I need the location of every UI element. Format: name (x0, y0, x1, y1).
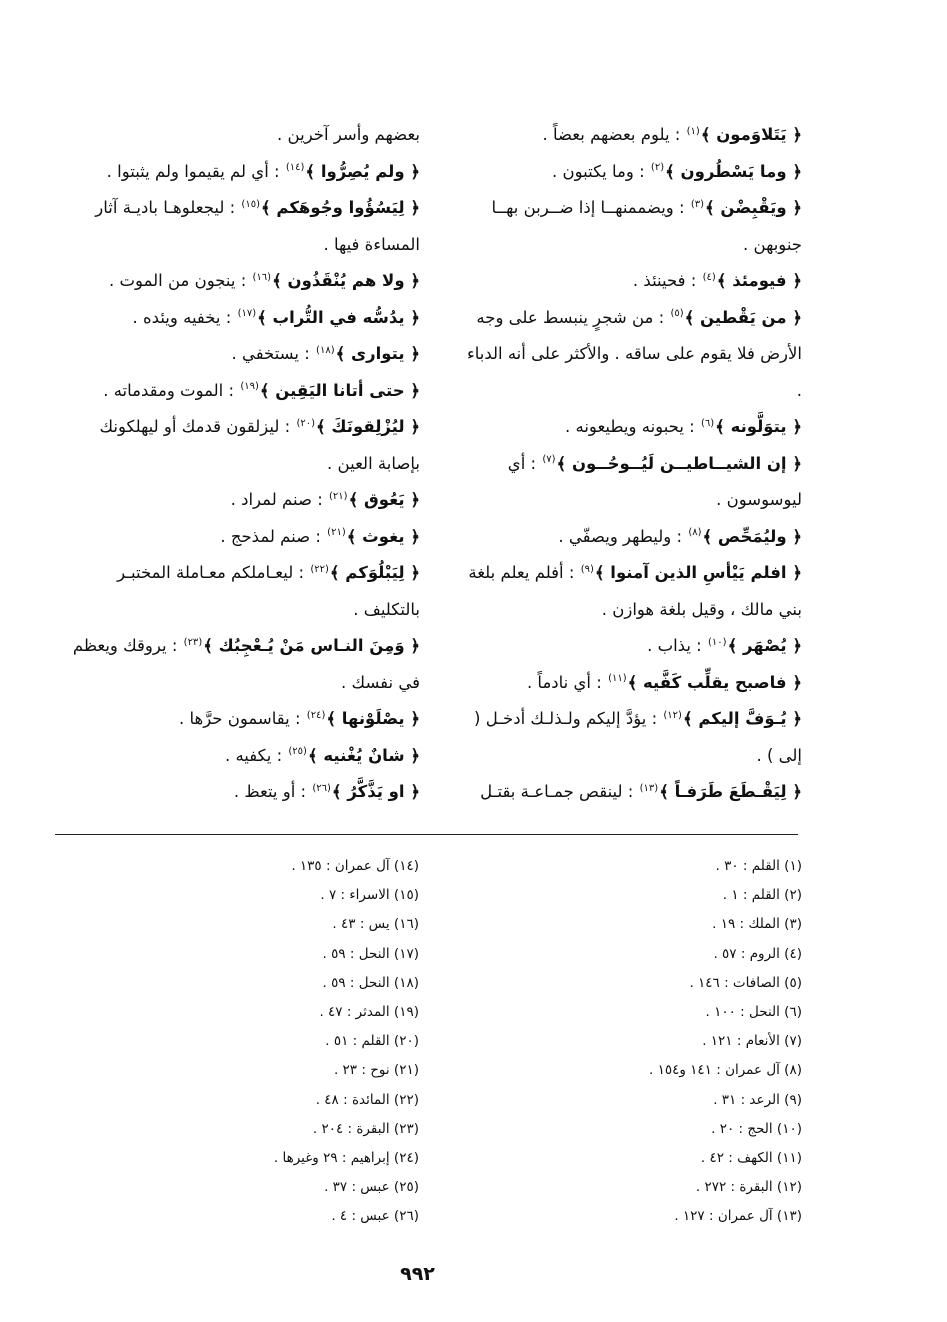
entry-word: ﴿ ولم يُصِرُّوا ﴾ (305, 161, 420, 181)
glossary-entry (457, 665, 802, 702)
glossary-entry (57, 628, 420, 701)
footnote-marker: (٥) (670, 308, 684, 319)
footnote: (٤) الروم : ٥٧ . (713, 945, 802, 962)
footnotes-left (159, 852, 419, 1232)
entry-definition: : ويضممنهــا إذا ضــربن بهــا جنوبهن . (491, 198, 802, 254)
footnote-marker: (٦) (700, 417, 715, 429)
footnote: (٢٤) إبراهيم : ٢٩ وغيرها . (273, 1150, 419, 1167)
footnote-marker: (١٦) (252, 271, 272, 283)
entry-word: ﴿ يُصْهَر ﴾ (727, 636, 802, 655)
footnote-marker: (٧) (542, 454, 556, 465)
entry-definition: : وليطهر ويصفّي . (558, 526, 688, 546)
glossary-entry (457, 519, 802, 556)
entry-definition: : يستخفي . (231, 344, 316, 363)
left-column (57, 117, 420, 811)
entry-word: ﴿ من يَقْطين ﴾ (684, 307, 802, 327)
entry-definition: : يلوم بعضهم بعضاً . (542, 125, 686, 144)
footnote-marker: (١١) (608, 673, 627, 684)
footnote: (١٥) الاسراء : ٧ . (320, 887, 419, 904)
footnote: (١٢) البقرة : ٢٧٢ . (695, 1179, 802, 1196)
glossary-entry (57, 774, 420, 811)
entry-definition: : ينجون من الموت . (109, 271, 252, 290)
footnote: (١) القلم : ٣٠ . (715, 858, 802, 874)
footnote-marker: (٢٠) (296, 417, 315, 429)
entry-word: ﴿ يَعُوق ﴾ (348, 490, 420, 509)
entry-definition: : وما يكتبون . (551, 161, 650, 181)
glossary-entry (457, 263, 802, 300)
entry-definition: : يكفيه . (224, 745, 288, 765)
footnote-marker: (٩) (580, 563, 594, 575)
glossary-entry (57, 190, 420, 263)
footnote-marker: (١٤) (285, 162, 305, 173)
footnote: (٥) الصافات : ١٤٦ . (689, 974, 802, 991)
entry-word: ﴿ ويَقْبِضْن ﴾ (705, 198, 802, 217)
entry-definition: : ليزلقون قدمك أو ليهلكونك بإصابة العين . (99, 417, 420, 473)
entry-definition: : لينقص جمـاعـة بقتـل (480, 782, 639, 801)
footnote-marker: (٢٦) (312, 782, 331, 794)
footnote-marker: (٨) (688, 527, 702, 538)
footnote: (٢٠) القلم : ٥١ . (325, 1033, 419, 1050)
glossary-entry (457, 446, 802, 519)
glossary-entry (457, 555, 802, 628)
entry-definition: : أو يتعظ . (233, 782, 312, 801)
entry-word: ﴿ وما يَسْطُرون ﴾ (665, 161, 802, 181)
footnote: (١٣) آل عمران : ١٢٧ . (674, 1208, 802, 1225)
entry-word: ﴿ يُـوَفَّ إليكم ﴾ (682, 709, 802, 728)
footnote-marker: (٢) (650, 162, 665, 173)
entry-definition: : يروقك ويعظم في نفسك . (72, 636, 420, 692)
glossary-entry (57, 519, 420, 556)
entry-word: ﴿ لِيَبْلُوَكم ﴾ (329, 563, 420, 582)
glossary-entry (457, 774, 802, 811)
glossary-entry (57, 336, 420, 373)
entry-definition: : فحينئذ . (632, 271, 702, 290)
entry-word: ﴿ يغوث ﴾ (346, 526, 420, 546)
footnote: (٢١) نوح : ٢٣ . (333, 1062, 419, 1079)
entry-definition: : أفلم يعلم بلغة بني مالك ، وقيل بلغة هوازن . (468, 563, 802, 619)
entry-word: ﴿ يَتَلاوَمون ﴾ (700, 125, 802, 144)
footnote-marker: (١٧) (237, 308, 257, 319)
glossary-entry (457, 300, 802, 410)
footnote-marker: (٢١) (327, 527, 346, 538)
footnote: (٣) الملك : ١٩ . (712, 916, 802, 933)
footnote: (٧) الأنعام : ١٢١ . (702, 1033, 802, 1050)
footnote: (١٦) يس : ٤٣ . (332, 916, 419, 933)
entry-word: ﴿ فيومئذ ﴾ (716, 271, 802, 290)
footnote-marker: (١) (686, 125, 700, 137)
footnote: (١٠) الحج : ٢٠ . (711, 1120, 802, 1137)
footnote-marker: (١٠) (708, 636, 727, 648)
footnote: (٦) النحل : ١٠٠ . (705, 1004, 802, 1021)
entry-definition: : يقاسمون حرَّها . (178, 709, 306, 728)
entry-definition: : ليعـاملكم معـاملة المختبـر بالتكليف . (117, 563, 420, 619)
footnote-marker: (٣) (690, 198, 704, 210)
entry-word: ﴿ إن الشيــاطيــن لَيُــوحُــون ﴾ (556, 453, 802, 473)
glossary-entry (57, 555, 420, 628)
footnote-marker: (١٣) (639, 782, 659, 794)
glossary-entry (457, 628, 802, 665)
footnote-marker: (١٢) (663, 709, 682, 721)
entry-word: ﴿ فاصبح يقلِّب كَفَّيه ﴾ (627, 672, 802, 692)
entry-word: ﴿ لِيَسُؤُوا وجُوهَكم ﴾ (260, 198, 420, 217)
entry-word: ﴿ يتوَلَّونه ﴾ (715, 417, 802, 436)
glossary-entry (57, 738, 420, 775)
entry-definition: : ليجعلوهـا باديـة آثار المساءة فيها . (95, 198, 420, 254)
entry-definition: : أي نادماً . (526, 672, 608, 692)
entry-definition: : صنم لمراد . (230, 490, 328, 509)
glossary-entry (457, 190, 802, 263)
footnote: (١٩) المدثر : ٤٧ . (319, 1004, 419, 1021)
glossary-entry (57, 482, 420, 519)
glossary-entry (57, 263, 420, 300)
entry-word: ﴿ شانٌ يُغْنيه ﴾ (307, 745, 420, 765)
footnote: (٢٥) عبس : ٣٧ . (324, 1179, 419, 1196)
entry-word: ﴿ يصْلَوْنها ﴾ (326, 709, 420, 728)
footnote-marker: (١٩) (240, 381, 259, 392)
entry-word: ﴿ حتى أتانا اليَقِين ﴾ (259, 380, 420, 400)
footnote-marker: (٢٣) (183, 636, 203, 648)
entry-word: ﴿ افلم يَيْأسِ الذين آمنوا ﴾ (594, 563, 802, 582)
footnote: (٩) الرعد : ٣١ . (713, 1091, 802, 1108)
entry-word: ﴿ لِيَقْـطَعَ طَرَفـاً ﴾ (659, 782, 802, 801)
footnotes-right (542, 852, 802, 1232)
footnote-marker: (٤) (702, 271, 716, 283)
entry-word: ﴿ ولا هم يُنْقَذُون ﴾ (272, 271, 420, 290)
glossary-entry (457, 701, 802, 774)
footnote: (١٨) النحل : ٥٩ . (322, 974, 419, 991)
entry-definition: : صنم لمذحج . (220, 526, 327, 546)
glossary-entry (57, 701, 420, 738)
glossary-entry (457, 409, 802, 446)
footnote: (٢٣) البقرة : ٢٠٤ . (312, 1120, 419, 1137)
entry-word: ﴿ وليُمَحِّص ﴾ (702, 526, 802, 546)
entry-definition: : يحبونه ويطيعونه . (565, 417, 700, 436)
footnote: (٢) القلم : ١ . (722, 887, 802, 904)
footnote-marker: (١٨) (316, 344, 335, 356)
footnote: (٢٦) عبس : ٤ . (331, 1208, 419, 1225)
entry-definition: : أي ليوسوسون . (507, 453, 802, 509)
footnote: (١٤) آل عمران : ١٣٥ . (291, 858, 419, 874)
footnote-marker: (٢٤) (306, 709, 326, 721)
entry-definition: : يخفيه ويئده . (132, 307, 237, 327)
entry-definition: : من شجرٍ ينبسط على وجه الأرض فلا يقوم على ساقه . والأكثر على أنه الدباء . (466, 307, 802, 400)
page-number: ٩٩٢ (400, 1263, 435, 1285)
entry-word: ﴿ ليُزْلِقونَكَ ﴾ (316, 417, 420, 436)
entry-definition: : يذاب . (647, 636, 707, 655)
entry-definition: : يؤدَّ إليكم ولـذلـك أدخـل ( إلى ) . (474, 709, 802, 765)
footnote: (٢٢) المائدة : ٤٨ . (315, 1091, 419, 1108)
glossary-entry (57, 117, 420, 154)
entry-definition: بعضهم وأسر آخرين . (277, 125, 420, 144)
glossary-entry (457, 154, 802, 191)
glossary-entry (57, 154, 420, 191)
glossary-entry (57, 373, 420, 410)
footnote-marker: (٢٥) (288, 746, 307, 757)
right-column (457, 117, 802, 811)
entry-word: ﴿ يدُسُّه في التُّراب ﴾ (257, 307, 420, 327)
footnote-separator (55, 834, 798, 835)
footnote-marker: (٢٢) (310, 563, 329, 575)
entry-definition: : أي لم يقيموا ولم يثبتوا . (106, 161, 285, 181)
glossary-entry (57, 300, 420, 337)
entry-definition: : الموت ومقدماته . (103, 380, 240, 400)
glossary-entry (57, 409, 420, 482)
footnote-marker: (٢١) (329, 490, 348, 502)
footnote: (٨) آل عمران : ١٤١ و١٥٤ . (649, 1062, 802, 1079)
entry-word: ﴿ وَمِنَ النـاس مَنْ يُـعْجِبُك ﴾ (203, 636, 420, 655)
footnote: (١٧) النحل : ٥٩ . (322, 945, 419, 962)
entry-word: ﴿ يتوارى ﴾ (335, 344, 420, 363)
footnote-marker: (١٥) (241, 198, 260, 210)
entry-word: ﴿ او يَذَّكَّرُ ﴾ (331, 782, 420, 801)
footnote: (١١) الكهف : ٤٢ . (700, 1150, 802, 1167)
glossary-entry (457, 117, 802, 154)
